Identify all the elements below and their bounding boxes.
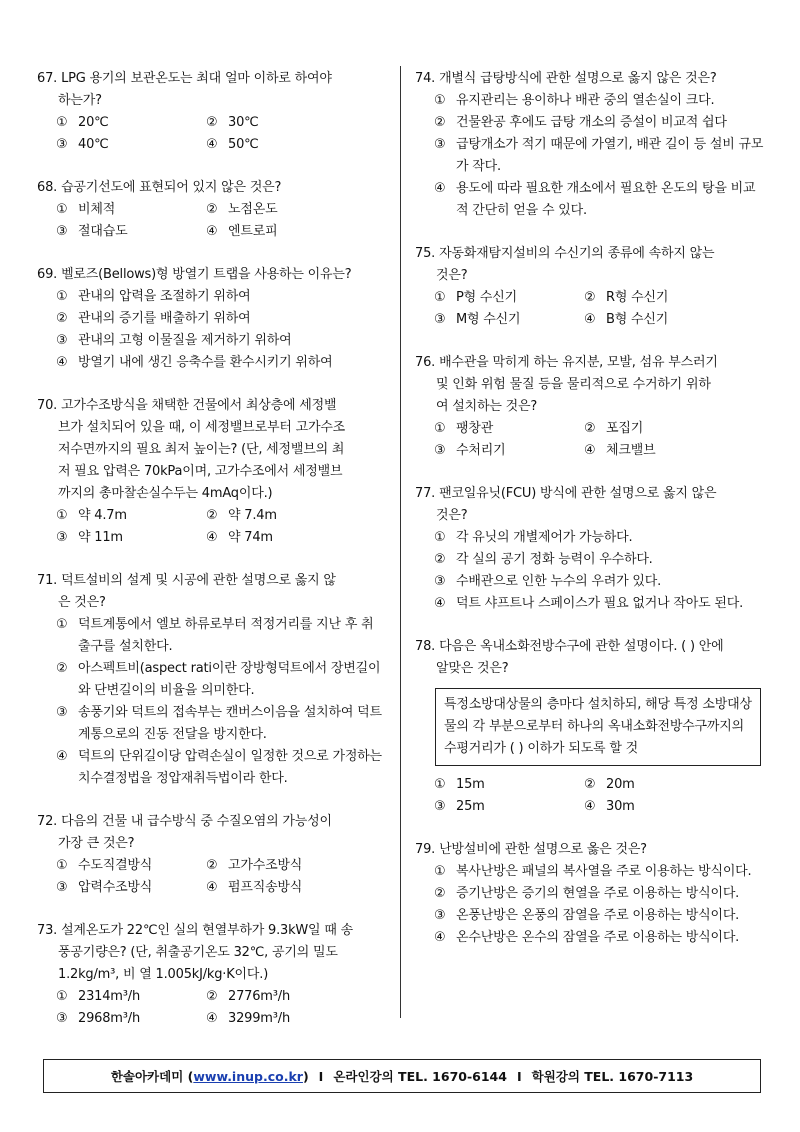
question-block: [415, 68, 765, 222]
answer-option[interactable]: [434, 861, 765, 883]
question-text: 설계온도가 22℃인 실의 현열부하가 9.3kW일 때 송: [61, 923, 353, 938]
option-text: 40℃: [78, 137, 109, 152]
question-text: 알맞은 것은?: [436, 661, 509, 676]
answer-option[interactable]: [434, 418, 584, 440]
option-marker: ①: [434, 290, 446, 305]
answer-option[interactable]: [434, 309, 584, 331]
option-marker: ①: [434, 864, 446, 879]
option-text: 덕트의 단위길이당 압력손실이 일정한 것으로 가정하는 치수결정법을 정압재취득법이라 한다.: [78, 749, 382, 786]
question-block: [37, 68, 385, 156]
option-marker: ④: [206, 530, 218, 545]
answer-option[interactable]: [434, 527, 765, 549]
question-text: 것은?: [436, 268, 468, 283]
answer-option[interactable]: [434, 440, 584, 462]
question-block: [415, 483, 765, 615]
question-block: [37, 570, 385, 790]
option-text: 수배관으로 인한 누수의 우려가 있다.: [456, 574, 662, 589]
option-marker: ④: [56, 749, 68, 764]
option-text: 온풍난방은 온풍의 잠열을 주로 이용하는 방식이다.: [456, 908, 740, 923]
option-text: 약 74m: [228, 530, 273, 545]
option-marker: ④: [206, 137, 218, 152]
option-text: 50℃: [228, 137, 259, 152]
answer-option[interactable]: [56, 614, 385, 658]
question-text: 여 설치하는 것은?: [436, 399, 538, 414]
option-marker: ①: [434, 421, 446, 436]
answer-option[interactable]: [434, 927, 765, 949]
answer-option[interactable]: [206, 221, 356, 243]
option-marker: ③: [56, 705, 68, 720]
option-marker: ③: [56, 224, 68, 239]
answer-option[interactable]: [584, 796, 734, 818]
question-stem-line: [415, 505, 765, 527]
option-text: 압력수조방식: [78, 880, 153, 895]
option-marker: ②: [434, 115, 446, 130]
question-gap: [37, 156, 385, 177]
option-text: 약 7.4m: [228, 508, 277, 523]
option-marker: ②: [206, 202, 218, 217]
column-divider: [400, 66, 401, 1018]
option-marker: ④: [434, 596, 446, 611]
answer-option[interactable]: [584, 418, 734, 440]
question-stem-line: [415, 243, 765, 265]
option-text: 증기난방은 증기의 현열을 주로 이용하는 방식이다.: [456, 886, 740, 901]
answer-options: [415, 527, 765, 615]
question-text: 은 것은?: [58, 595, 106, 610]
option-text: 3299m³/h: [228, 1011, 290, 1026]
question-gap: [37, 374, 385, 395]
option-marker: ①: [56, 508, 68, 523]
question-text: 습공기선도에 표현되어 있지 않은 것은?: [61, 180, 282, 195]
option-text: 아스펙트비(aspect rati이란 장방형덕트에서 장변길이와 단변길이의 비율을 의미한다.: [78, 661, 381, 698]
answer-option[interactable]: [56, 702, 385, 746]
answer-option[interactable]: [56, 352, 385, 374]
option-marker: ②: [206, 508, 218, 523]
question-text: 풍공기량은? (단, 취출공기온도 32℃, 공기의 밀도: [58, 945, 338, 960]
answer-options: [37, 855, 385, 899]
option-marker: ③: [56, 530, 68, 545]
answer-options: [37, 199, 385, 243]
question-number: 77.: [415, 486, 436, 501]
question-number: 74.: [415, 71, 436, 86]
option-marker: ②: [206, 115, 218, 130]
answer-option[interactable]: [434, 593, 765, 615]
option-marker: ②: [584, 777, 596, 792]
answer-option[interactable]: [56, 986, 206, 1008]
question-gap: [37, 549, 385, 570]
option-marker: ④: [584, 799, 596, 814]
answer-option[interactable]: [206, 855, 356, 877]
answer-option[interactable]: [584, 774, 734, 796]
question-text: 저 필요 압력은 70kPa이며, 고가수조에서 세정밸브: [58, 464, 343, 479]
answer-option[interactable]: [56, 199, 206, 221]
option-marker: ②: [56, 661, 68, 676]
right-column: [415, 68, 765, 949]
answer-options: [37, 614, 385, 790]
option-marker: ④: [584, 312, 596, 327]
option-marker: ③: [56, 333, 68, 348]
answer-option[interactable]: [206, 199, 356, 221]
question-text: 및 인화 위험 물질 등을 물리적으로 수거하기 위하: [436, 377, 711, 392]
answer-option[interactable]: [434, 178, 765, 222]
online-contact: 온라인강의 TEL. 1670-6144: [333, 1069, 507, 1084]
option-text: 약 4.7m: [78, 508, 127, 523]
question-stem-line: [37, 264, 385, 286]
option-marker: ①: [434, 93, 446, 108]
option-marker: ④: [584, 443, 596, 458]
option-marker: ①: [56, 858, 68, 873]
condition-box: 특정소방대상물의 층마다 설치하되, 해당 특정 소방대상물의 각 부분으로부터 하나의 옥내소화전방수구까지의 수평거리가 ( ) 이하가 되도록 할 것: [435, 688, 761, 766]
option-text: R형 수신기: [606, 290, 669, 305]
option-text: 관내의 증기를 배출하기 위하여: [78, 311, 251, 326]
option-text: 복사난방은 패널의 복사열을 주로 이용하는 방식이다.: [456, 864, 752, 879]
footer-separator: I: [318, 1068, 324, 1084]
question-block: [415, 839, 765, 949]
answer-option[interactable]: [584, 309, 734, 331]
option-marker: ②: [584, 290, 596, 305]
option-text: 25m: [456, 799, 485, 814]
option-marker: ③: [434, 312, 446, 327]
question-stem-line: [37, 942, 385, 964]
question-block: [37, 177, 385, 243]
option-marker: ④: [206, 224, 218, 239]
option-marker: ②: [434, 886, 446, 901]
answer-options: [37, 112, 385, 156]
answer-option[interactable]: [56, 286, 385, 308]
option-text: 비체적: [78, 202, 116, 217]
answer-options: [415, 90, 765, 222]
option-text: 덕트 샤프트나 스페이스가 필요 없거나 작아도 된다.: [456, 596, 744, 611]
offline-contact: 학원강의 TEL. 1670-7113: [531, 1069, 694, 1084]
answer-options: [37, 286, 385, 374]
answer-option[interactable]: [206, 527, 356, 549]
question-text: 배수관을 막히게 하는 유지분, 모발, 섬유 부스러기: [439, 355, 718, 370]
option-text: 2776m³/h: [228, 989, 290, 1004]
option-marker: ①: [56, 202, 68, 217]
left-column: [37, 68, 385, 1030]
question-stem-line: [415, 68, 765, 90]
option-text: 2968m³/h: [78, 1011, 140, 1026]
question-stem-line: [37, 395, 385, 417]
answer-option[interactable]: [206, 505, 356, 527]
question-number: 68.: [37, 180, 58, 195]
question-gap: [37, 790, 385, 811]
answer-options: [37, 505, 385, 549]
option-marker: ④: [434, 930, 446, 945]
question-gap: [415, 615, 765, 636]
question-text: 하는가?: [58, 93, 102, 108]
answer-option[interactable]: [206, 134, 356, 156]
answer-option[interactable]: [584, 440, 734, 462]
answer-options: [415, 418, 765, 462]
question-stem-line: [37, 483, 385, 505]
question-block: [37, 811, 385, 899]
question-stem-line: [37, 964, 385, 986]
question-block: [415, 352, 765, 462]
answer-option[interactable]: [56, 855, 206, 877]
question-text: 저수면까지의 필요 최저 높이는? (단, 세정밸브의 최: [58, 442, 345, 457]
option-text: 각 실의 공기 정화 능력이 우수하다.: [456, 552, 653, 567]
option-text: 15m: [456, 777, 485, 792]
question-number: 79.: [415, 842, 436, 857]
option-text: 각 유닛의 개별제어가 가능하다.: [456, 530, 633, 545]
question-stem-line: [37, 461, 385, 483]
question-text: LPG 용기의 보관온도는 최대 얼마 이하로 하여야: [61, 71, 332, 86]
option-marker: ①: [56, 115, 68, 130]
option-marker: ③: [56, 137, 68, 152]
question-stem-line: [37, 90, 385, 112]
option-text: 관내의 고형 이물질을 제거하기 위하여: [78, 333, 292, 348]
option-text: 수도직결방식: [78, 858, 153, 873]
option-text: 체크밸브: [606, 443, 656, 458]
question-number: 78.: [415, 639, 436, 654]
option-marker: ③: [434, 137, 446, 152]
question-text: 것은?: [436, 508, 468, 523]
option-text: M형 수신기: [456, 312, 521, 327]
question-stem-line: [415, 265, 765, 287]
answer-option[interactable]: [56, 112, 206, 134]
answer-options: [415, 861, 765, 949]
question-stem-line: [37, 592, 385, 614]
academy-link[interactable]: www.inup.co.kr: [193, 1068, 303, 1084]
option-text: 포집기: [606, 421, 644, 436]
question-number: 75.: [415, 246, 436, 261]
question-text: 다음은 옥내소화전방수구에 관한 설명이다. ( ) 안에: [439, 639, 724, 654]
question-stem-line: [415, 658, 765, 680]
option-text: 방열기 내에 생긴 응축수를 환수시키기 위하여: [78, 355, 333, 370]
question-stem-line: [415, 839, 765, 861]
question-block: [37, 920, 385, 1030]
option-marker: ④: [206, 1011, 218, 1026]
question-number: 71.: [37, 573, 58, 588]
question-stem-line: [37, 833, 385, 855]
answer-option[interactable]: [56, 1008, 206, 1030]
answer-option[interactable]: [56, 330, 385, 352]
option-marker: ②: [206, 989, 218, 1004]
question-block: [415, 636, 765, 818]
option-marker: ④: [434, 181, 446, 196]
option-marker: ①: [434, 777, 446, 792]
answer-option[interactable]: [434, 90, 765, 112]
question-text: 난방설비에 관한 설명으로 옳은 것은?: [439, 842, 647, 857]
answer-option[interactable]: [434, 774, 584, 796]
option-marker: ③: [434, 574, 446, 589]
answer-option[interactable]: [56, 527, 206, 549]
answer-option[interactable]: [206, 1008, 356, 1030]
question-stem-line: [415, 396, 765, 418]
question-text: 덕트설비의 설계 및 시공에 관한 설명으로 옳지 않: [61, 573, 336, 588]
footer-banner: 한솔아카데미 ( www.inup.co.kr ) I 온라인강의 TEL. 1670-6144 I 학원강의 TEL. 1670-7113: [43, 1059, 761, 1093]
option-text: B형 수신기: [606, 312, 669, 327]
option-text: 용도에 따라 필요한 개소에서 필요한 온도의 탕을 비교적 간단히 얻을 수 있다.: [456, 181, 756, 218]
question-text: 개별식 급탕방식에 관한 설명으로 옳지 않은 것은?: [439, 71, 717, 86]
option-text: 급탕개소가 적기 때문에 가열기, 배관 길이 등 설비 규모가 작다.: [456, 137, 764, 174]
question-stem-line: [37, 439, 385, 461]
option-marker: ②: [584, 421, 596, 436]
question-text: 팬코일유닛(FCU) 방식에 관한 설명으로 옳지 않은: [439, 486, 717, 501]
question-stem-line: [37, 177, 385, 199]
question-gap: [415, 331, 765, 352]
question-stem-line: [37, 570, 385, 592]
option-text: 절대습도: [78, 224, 128, 239]
question-gap: [415, 818, 765, 839]
option-text: 30℃: [228, 115, 259, 130]
option-marker: ①: [56, 289, 68, 304]
question-number: 70.: [37, 398, 58, 413]
option-text: 엔트로피: [228, 224, 278, 239]
option-marker: ②: [206, 858, 218, 873]
question-text: 까지의 총마찰손실수두는 4mAq이다.): [58, 486, 273, 501]
question-gap: [37, 899, 385, 920]
answer-option[interactable]: [56, 746, 385, 790]
question-text: 1.2kg/m³, 비 열 1.005kJ/kg·K이다.): [58, 967, 269, 982]
question-stem-line: [37, 811, 385, 833]
answer-option[interactable]: [56, 877, 206, 899]
question-stem-line: [415, 483, 765, 505]
footer-separator: I: [516, 1068, 522, 1084]
option-marker: ②: [434, 552, 446, 567]
option-text: 덕트계통에서 엘보 하류로부터 적정거리를 지난 후 취출구를 설치한다.: [78, 617, 374, 654]
answer-options: [415, 774, 765, 818]
question-stem-line: [415, 374, 765, 396]
option-text: 관내의 압력을 조절하기 위하여: [78, 289, 251, 304]
question-text: 가장 큰 것은?: [58, 836, 135, 851]
option-marker: ③: [56, 1011, 68, 1026]
answer-options: [415, 287, 765, 331]
option-text: 온수난방은 온수의 잠열을 주로 이용하는 방식이다.: [456, 930, 740, 945]
question-text: 고가수조방식을 채택한 건물에서 최상층에 세정밸: [61, 398, 337, 413]
answer-option[interactable]: [56, 308, 385, 330]
option-text: 2314m³/h: [78, 989, 140, 1004]
option-text: 20m: [606, 777, 635, 792]
option-marker: ③: [434, 799, 446, 814]
question-stem-line: [37, 417, 385, 439]
question-stem-line: [37, 68, 385, 90]
question-number: 67.: [37, 71, 58, 86]
academy-name: 한솔아카데미: [110, 1069, 184, 1084]
question-block: [415, 243, 765, 331]
option-text: 30m: [606, 799, 635, 814]
question-number: 73.: [37, 923, 58, 938]
answer-option[interactable]: [56, 658, 385, 702]
answer-option[interactable]: [434, 549, 765, 571]
option-marker: ②: [56, 311, 68, 326]
question-text: 벨로즈(Bellows)형 방열기 트랩을 사용하는 이유는?: [61, 267, 352, 282]
answer-option[interactable]: [56, 221, 206, 243]
option-text: 20℃: [78, 115, 109, 130]
answer-option[interactable]: [434, 883, 765, 905]
question-gap: [37, 243, 385, 264]
option-marker: ③: [434, 443, 446, 458]
question-block: [37, 395, 385, 549]
answer-options: [37, 986, 385, 1030]
question-stem-line: [415, 352, 765, 374]
answer-option[interactable]: [584, 287, 734, 309]
option-marker: ③: [56, 880, 68, 895]
answer-option[interactable]: [56, 134, 206, 156]
option-text: 노점온도: [228, 202, 278, 217]
answer-option[interactable]: [56, 505, 206, 527]
answer-option[interactable]: [434, 112, 765, 134]
answer-option[interactable]: [434, 134, 765, 178]
answer-option[interactable]: [206, 112, 356, 134]
option-marker: ①: [56, 989, 68, 1004]
option-text: P형 수신기: [456, 290, 518, 305]
question-number: 72.: [37, 814, 58, 829]
answer-option[interactable]: [434, 796, 584, 818]
answer-option[interactable]: [206, 986, 356, 1008]
question-stem-line: [415, 636, 765, 658]
option-text: 약 11m: [78, 530, 123, 545]
option-text: 고가수조방식: [228, 858, 303, 873]
option-text: 건물완공 후에도 급탕 개소의 증설이 비교적 쉽다: [456, 115, 727, 130]
option-text: 유지관리는 용이하나 배관 중의 열손실이 크다.: [456, 93, 715, 108]
answer-option[interactable]: [434, 287, 584, 309]
question-text: 브가 설치되어 있을 때, 이 세정밸브로부터 고가수조: [58, 420, 346, 435]
answer-option[interactable]: [434, 905, 765, 927]
option-marker: ①: [56, 617, 68, 632]
question-text: 자동화재탐지설비의 수신기의 종류에 속하지 않는: [439, 246, 715, 261]
question-gap: [415, 222, 765, 243]
question-number: 69.: [37, 267, 58, 282]
question-text: 다음의 건물 내 급수방식 중 수질오염의 가능성이: [61, 814, 332, 829]
answer-option[interactable]: [206, 877, 356, 899]
option-text: 수처리기: [456, 443, 506, 458]
option-marker: ③: [434, 908, 446, 923]
option-marker: ④: [206, 880, 218, 895]
question-number: 76.: [415, 355, 436, 370]
option-marker: ④: [56, 355, 68, 370]
option-text: 송풍기와 덕트의 접속부는 캔버스이음을 설치하여 덕트계통으로의 진동 전달을 방지한다.: [78, 705, 382, 742]
question-gap: [415, 462, 765, 483]
option-text: 팽창관: [456, 421, 494, 436]
answer-option[interactable]: [434, 571, 765, 593]
option-marker: ①: [434, 530, 446, 545]
option-text: 펌프직송방식: [228, 880, 303, 895]
question-block: [37, 264, 385, 374]
question-stem-line: [37, 920, 385, 942]
